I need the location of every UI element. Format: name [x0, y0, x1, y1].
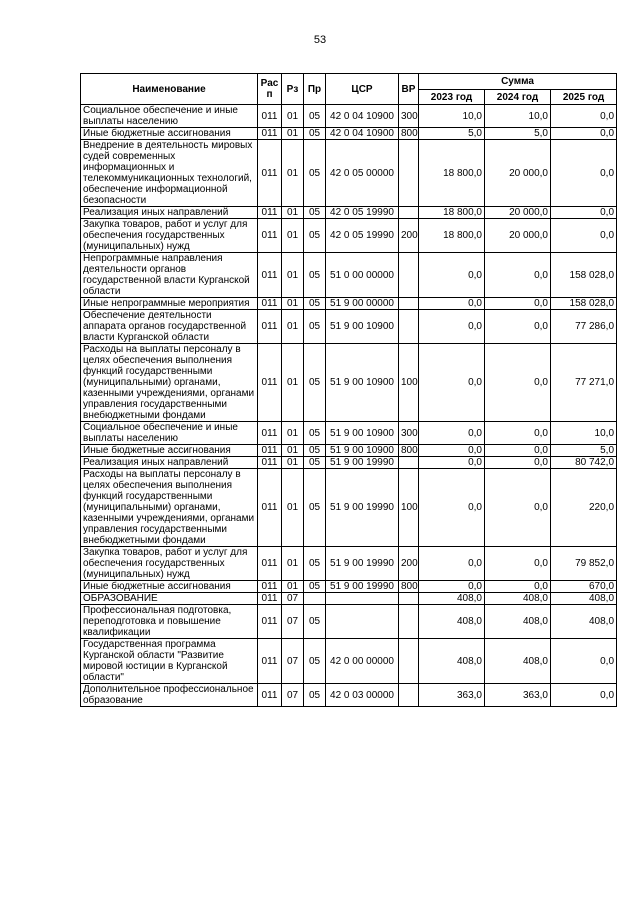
- row-name: Социальное обеспечение и иные выплаты населению: [81, 422, 258, 445]
- table-row: [81, 605, 617, 639]
- row-vr: [399, 605, 419, 639]
- row-sum-2023: 0,0: [419, 457, 485, 469]
- row-vr: 800: [399, 445, 419, 457]
- row-sum-2023: 5,0: [419, 128, 485, 140]
- row-vr: 800: [399, 581, 419, 593]
- header-2025: 2025 год: [551, 90, 617, 105]
- row-ras: 011: [258, 445, 282, 457]
- row-sum-2025: 10,0: [551, 422, 617, 445]
- row-sum-2025: 0,0: [551, 140, 617, 207]
- row-vr: 300: [399, 422, 419, 445]
- row-sum-2025: 0,0: [551, 639, 617, 684]
- row-pr: 05: [304, 128, 326, 140]
- row-csr: 42 0 00 00000: [326, 639, 399, 684]
- row-sum-2024: 20 000,0: [485, 140, 551, 207]
- row-rz: 01: [282, 445, 304, 457]
- row-rz: 01: [282, 422, 304, 445]
- row-vr: [399, 253, 419, 298]
- row-pr: [304, 593, 326, 605]
- row-vr: [399, 457, 419, 469]
- row-rz: 01: [282, 298, 304, 310]
- row-sum-2025: 0,0: [551, 219, 617, 253]
- row-sum-2024: 363,0: [485, 684, 551, 707]
- row-sum-2024: 408,0: [485, 605, 551, 639]
- row-sum-2025: 0,0: [551, 684, 617, 707]
- row-sum-2023: 18 800,0: [419, 140, 485, 207]
- row-sum-2025: 408,0: [551, 605, 617, 639]
- row-sum-2023: 0,0: [419, 422, 485, 445]
- row-ras: 011: [258, 253, 282, 298]
- row-sum-2025: 670,0: [551, 581, 617, 593]
- row-csr: 42 0 05 19990: [326, 219, 399, 253]
- row-name: Внедрение в деятельность мировых судей современных информационных и телекоммуникационных технологий, обеспечение информационной безопасности: [81, 140, 258, 207]
- table-row: [81, 344, 617, 422]
- table-row: [81, 298, 617, 310]
- row-rz: 01: [282, 207, 304, 219]
- row-csr: 51 9 00 19990: [326, 457, 399, 469]
- row-csr: 42 0 04 10900: [326, 128, 399, 140]
- row-csr: 51 0 00 00000: [326, 253, 399, 298]
- row-name: Иные бюджетные ассигнования: [81, 445, 258, 457]
- row-sum-2023: 0,0: [419, 445, 485, 457]
- row-rz: 07: [282, 593, 304, 605]
- row-sum-2023: 0,0: [419, 298, 485, 310]
- row-sum-2024: 10,0: [485, 105, 551, 128]
- row-ras: 011: [258, 605, 282, 639]
- table-row: [81, 547, 617, 581]
- row-vr: [399, 298, 419, 310]
- row-name: ОБРАЗОВАНИЕ: [81, 593, 258, 605]
- table-row: [81, 422, 617, 445]
- row-pr: 05: [304, 253, 326, 298]
- table-row: [81, 469, 617, 547]
- row-sum-2023: 0,0: [419, 581, 485, 593]
- row-name: Иные непрограммные мероприятия: [81, 298, 258, 310]
- row-sum-2025: 0,0: [551, 207, 617, 219]
- header-pr: Пр: [304, 74, 326, 105]
- row-csr: 42 0 05 19990: [326, 207, 399, 219]
- row-sum-2023: 0,0: [419, 469, 485, 547]
- row-vr: 100: [399, 469, 419, 547]
- row-sum-2023: 0,0: [419, 310, 485, 344]
- table-row: [81, 639, 617, 684]
- table-row: [81, 457, 617, 469]
- row-vr: 100: [399, 344, 419, 422]
- row-sum-2024: 5,0: [485, 128, 551, 140]
- row-sum-2023: 408,0: [419, 639, 485, 684]
- row-sum-2025: 5,0: [551, 445, 617, 457]
- row-sum-2024: 408,0: [485, 593, 551, 605]
- row-ras: 011: [258, 298, 282, 310]
- table-row: [81, 593, 617, 605]
- row-csr: 42 0 04 10900: [326, 105, 399, 128]
- row-rz: 01: [282, 547, 304, 581]
- row-sum-2025: 220,0: [551, 469, 617, 547]
- row-ras: 011: [258, 207, 282, 219]
- row-sum-2024: 20 000,0: [485, 219, 551, 253]
- row-name: Иные бюджетные ассигнования: [81, 128, 258, 140]
- row-sum-2024: 0,0: [485, 445, 551, 457]
- row-sum-2023: 18 800,0: [419, 219, 485, 253]
- row-csr: [326, 593, 399, 605]
- header-csr: ЦСР: [326, 74, 399, 105]
- row-ras: 011: [258, 469, 282, 547]
- row-sum-2024: 408,0: [485, 639, 551, 684]
- row-name: Дополнительное профессиональное образование: [81, 684, 258, 707]
- row-sum-2023: 18 800,0: [419, 207, 485, 219]
- row-csr: 42 0 05 00000: [326, 140, 399, 207]
- row-csr: 51 9 00 10900: [326, 344, 399, 422]
- row-sum-2023: 0,0: [419, 253, 485, 298]
- row-sum-2025: 158 028,0: [551, 298, 617, 310]
- row-ras: 011: [258, 457, 282, 469]
- row-sum-2025: 0,0: [551, 128, 617, 140]
- row-csr: 51 9 00 19990: [326, 547, 399, 581]
- row-pr: 05: [304, 207, 326, 219]
- row-sum-2023: 363,0: [419, 684, 485, 707]
- row-name: Реализация иных направлений: [81, 457, 258, 469]
- table-row: [81, 310, 617, 344]
- row-sum-2025: 408,0: [551, 593, 617, 605]
- row-sum-2024: 0,0: [485, 253, 551, 298]
- row-sum-2025: 158 028,0: [551, 253, 617, 298]
- row-rz: 01: [282, 253, 304, 298]
- row-vr: [399, 593, 419, 605]
- row-sum-2023: 408,0: [419, 593, 485, 605]
- row-rz: 01: [282, 457, 304, 469]
- row-vr: 300: [399, 105, 419, 128]
- row-ras: 011: [258, 547, 282, 581]
- row-sum-2023: 408,0: [419, 605, 485, 639]
- row-pr: 05: [304, 105, 326, 128]
- row-ras: 011: [258, 344, 282, 422]
- row-rz: 01: [282, 344, 304, 422]
- row-ras: 011: [258, 581, 282, 593]
- row-sum-2024: 20 000,0: [485, 207, 551, 219]
- row-sum-2025: 80 742,0: [551, 457, 617, 469]
- row-sum-2024: 0,0: [485, 469, 551, 547]
- table-row: [81, 219, 617, 253]
- row-name: Непрограммные направления деятельности органов государственной власти Курганской области: [81, 253, 258, 298]
- row-csr: [326, 605, 399, 639]
- row-name: Закупка товаров, работ и услуг для обеспечения государственных (муниципальных) нужд: [81, 547, 258, 581]
- row-name: Реализация иных направлений: [81, 207, 258, 219]
- row-rz: 01: [282, 105, 304, 128]
- row-pr: 05: [304, 605, 326, 639]
- row-pr: 05: [304, 310, 326, 344]
- table-row: [81, 207, 617, 219]
- header-ras: Рас п: [258, 74, 282, 105]
- header-sum: Сумма: [419, 74, 617, 90]
- row-vr: [399, 639, 419, 684]
- row-name: Профессиональная подготовка, переподготовка и повышение квалификации: [81, 605, 258, 639]
- row-rz: 01: [282, 219, 304, 253]
- table-row: [81, 581, 617, 593]
- header-2024: 2024 год: [485, 90, 551, 105]
- row-sum-2024: 0,0: [485, 457, 551, 469]
- row-pr: 05: [304, 581, 326, 593]
- row-name: Государственная программа Курганской области "Развитие мировой юстиции в Курганской области": [81, 639, 258, 684]
- row-pr: 05: [304, 457, 326, 469]
- row-rz: 01: [282, 469, 304, 547]
- row-sum-2025: 77 271,0: [551, 344, 617, 422]
- row-vr: 200: [399, 219, 419, 253]
- header-name: Наименование: [81, 74, 258, 105]
- row-pr: 05: [304, 298, 326, 310]
- row-rz: 01: [282, 140, 304, 207]
- row-pr: 05: [304, 547, 326, 581]
- row-sum-2024: 0,0: [485, 547, 551, 581]
- row-name: Обеспечение деятельности аппарата органов государственной власти Курганской области: [81, 310, 258, 344]
- row-pr: 05: [304, 219, 326, 253]
- row-sum-2025: 0,0: [551, 105, 617, 128]
- row-sum-2024: 0,0: [485, 298, 551, 310]
- row-csr: 42 0 03 00000: [326, 684, 399, 707]
- row-csr: 51 9 00 10900: [326, 310, 399, 344]
- row-csr: 51 9 00 19990: [326, 469, 399, 547]
- table-row: [81, 684, 617, 707]
- row-csr: 51 9 00 10900: [326, 422, 399, 445]
- row-ras: 011: [258, 422, 282, 445]
- row-vr: [399, 684, 419, 707]
- row-ras: 011: [258, 684, 282, 707]
- row-vr: 200: [399, 547, 419, 581]
- row-vr: [399, 140, 419, 207]
- row-sum-2025: 79 852,0: [551, 547, 617, 581]
- header-rz: Рз: [282, 74, 304, 105]
- row-sum-2024: 0,0: [485, 344, 551, 422]
- table-row: [81, 445, 617, 457]
- row-ras: 011: [258, 219, 282, 253]
- row-ras: 011: [258, 639, 282, 684]
- row-rz: 07: [282, 684, 304, 707]
- row-ras: 011: [258, 593, 282, 605]
- header-vr: ВР: [399, 74, 419, 105]
- row-sum-2024: 0,0: [485, 422, 551, 445]
- page-number: 53: [313, 34, 327, 46]
- row-ras: 011: [258, 140, 282, 207]
- row-pr: 05: [304, 344, 326, 422]
- row-rz: 01: [282, 128, 304, 140]
- row-sum-2023: 10,0: [419, 105, 485, 128]
- row-sum-2024: 0,0: [485, 310, 551, 344]
- row-pr: 05: [304, 140, 326, 207]
- table-row: [81, 128, 617, 140]
- row-name: Социальное обеспечение и иные выплаты населению: [81, 105, 258, 128]
- row-vr: 800: [399, 128, 419, 140]
- budget-table: [80, 73, 617, 707]
- row-pr: 05: [304, 469, 326, 547]
- row-vr: [399, 207, 419, 219]
- row-rz: 01: [282, 581, 304, 593]
- row-pr: 05: [304, 422, 326, 445]
- row-csr: 51 9 00 10900: [326, 445, 399, 457]
- row-vr: [399, 310, 419, 344]
- row-sum-2024: 0,0: [485, 581, 551, 593]
- row-ras: 011: [258, 105, 282, 128]
- table-row: [81, 253, 617, 298]
- row-csr: 51 9 00 19990: [326, 581, 399, 593]
- row-pr: 05: [304, 639, 326, 684]
- row-name: Закупка товаров, работ и услуг для обеспечения государственных (муниципальных) нужд: [81, 219, 258, 253]
- table-row: [81, 105, 617, 128]
- row-ras: 011: [258, 128, 282, 140]
- row-pr: 05: [304, 445, 326, 457]
- row-name: Расходы на выплаты персоналу в целях обеспечения выполнения функций государственными (муниципальными) органами, казенными учреждениями, органами управления государственными внебюджетными фондами: [81, 469, 258, 547]
- row-ras: 011: [258, 310, 282, 344]
- row-rz: 07: [282, 605, 304, 639]
- row-pr: 05: [304, 684, 326, 707]
- row-sum-2025: 77 286,0: [551, 310, 617, 344]
- row-name: Иные бюджетные ассигнования: [81, 581, 258, 593]
- row-sum-2023: 0,0: [419, 344, 485, 422]
- table-row: [81, 140, 617, 207]
- row-csr: 51 9 00 00000: [326, 298, 399, 310]
- row-rz: 07: [282, 639, 304, 684]
- row-name: Расходы на выплаты персоналу в целях обеспечения выполнения функций государственными (муниципальными) органами, казенными учреждениями, органами управления государственными внебюджетными фондами: [81, 344, 258, 422]
- row-sum-2023: 0,0: [419, 547, 485, 581]
- header-2023: 2023 год: [419, 90, 485, 105]
- row-rz: 01: [282, 310, 304, 344]
